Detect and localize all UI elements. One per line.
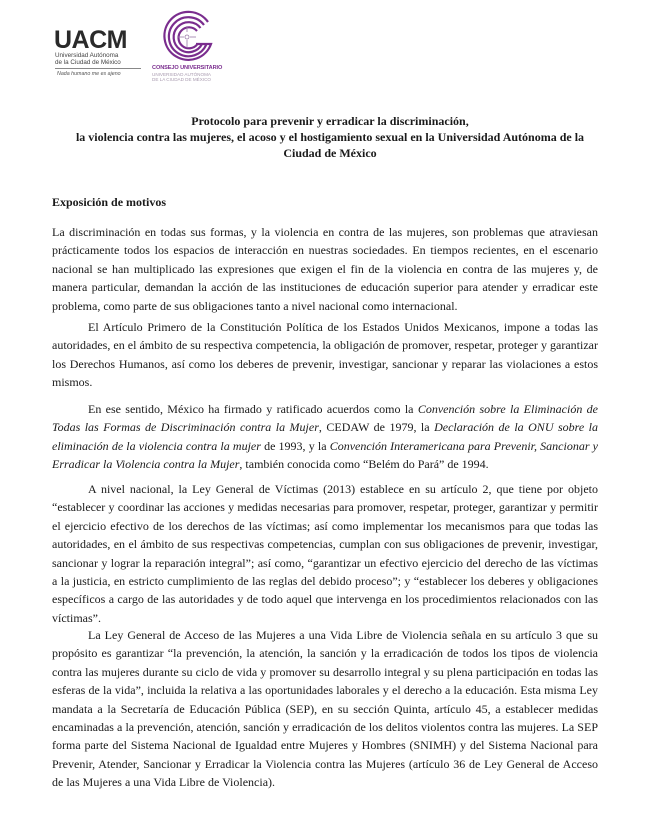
consejo-emblem-icon: [156, 10, 218, 66]
header-logos: [52, 8, 252, 88]
cedaw-title: Convención sobre la Eliminación de Todas las Formas de Discriminación contra la Mujer: [52, 402, 598, 435]
paragraph-2: El Artículo Primero de la Constitución Política de los Estados Unidos Mexicanos, impone a todas las autoridades, en el ámbito de su respectiva competencia, la obligación de promover, respetar, proteger y garantizar los Derechos Humanos, así como los deberes de prevenir, investigar, sancionar y reparar las violaciones a estos mismos.: [52, 320, 598, 390]
uacm-logo: [52, 28, 147, 77]
uacm-divider: [55, 68, 141, 69]
paragraph-3: [52, 400, 598, 474]
paragraph-5: La Ley General de Acceso de las Mujeres a una Vida Libre de Violencia señala en su artículo 3 que su propósito es garantizar “la prevención, la atención, la sanción y la erradicación de todos los tipos de violencia contra las mujeres durante su ciclo de vida y promover su desarrollo integral y su plena participación en todas las esferas de la vida”, incluida la relativa a las oportunidades laborales y el derecho a la educación. Esta misma Ley mandata a la Secretaría de Educación Pública (SEP), en su sección Quinta, artículo 45, a establecer medidas encaminadas a la prevención, atención, sanción y erradicación de los delitos violentos contra las mujeres. La SEP forma parte del Sistema Nacional de Igualdad entre Mujeres y Hombres (SNIMH) y del Sistema Nacional para Prevenir, Atender, Sancionar y Erradicar la Violencia contra las Mujeres (artículo 36 de Ley General de Acceso de las Mujeres a una Vida Libre de Violencia).: [52, 628, 598, 790]
consejo-universitario-logo: [152, 8, 224, 88]
document-title: [40, 113, 620, 161]
document-title-line3: Ciudad de México: [283, 146, 377, 160]
paragraph-3-text: , también conocida como “Belém do Pará” de 1994.: [239, 457, 489, 472]
uacm-name-line2: de la Ciudad de México: [55, 59, 121, 66]
paragraph-1: La discriminación en todas sus formas, y la violencia en contra de las mujeres, son problemas que atraviesan prácticamente todos los espacios de interacción en nuestras sociedades. En tiempos recientes, en el escenario nacional se han multiplicado las expresiones que exigen el fin de la violencia en contra de las mujeres y, de manera particular, demandan la acción de las instituciones de educación superior para atender y erradicar este problema, como parte de sus obligaciones tanto a nivel nacional como internacional.: [52, 225, 598, 313]
document-title-line1: Protocolo para prevenir y erradicar la discriminación,: [191, 114, 469, 128]
paragraph-3-text: de 1993, y la: [260, 438, 330, 453]
uacm-name-line1: Universidad Autónoma: [55, 52, 119, 59]
paragraph-4: A nivel nacional, la Ley General de Víctimas (2013) establece en su artículo 2, que tiene por objeto “establecer y coordinar las acciones y medidas necesarias para promover, respetar, proteger, garantizar y permitir el ejercicio efectivo de los derechos de las víctimas; así como implementar los mecanismos para que todas las autoridades, en el ámbito de sus respectivas competencias, cumplan con sus obligaciones de prevenir, investigar, sancionar y lograr la reparación integral”; así como, “garantizar un efectivo ejercicio del derecho de las víctimas a la justicia, en estricto cumplimiento de las reglas del debido proceso”; y “establecer los deberes y obligaciones específicos a cargo de las autoridades y de todo aquel que intervenga en los procedimientos relacionados con las víctimas”.: [52, 482, 598, 625]
consejo-sub-line1: UNIVERSIDAD AUTÓNOMA: [152, 72, 211, 77]
uacm-wordmark: UACM: [54, 26, 127, 54]
document-title-line2: la violencia contra las mujeres, el acoso y el hostigamiento sexual en la Universidad Autónoma de la: [75, 130, 585, 144]
onu-declaration-title: Declaración de la ONU sobre la eliminación de la violencia contra la mujer: [52, 420, 598, 453]
section-heading: Exposición de motivos: [52, 195, 167, 209]
belem-convention-title: Convención Interamericana para Prevenir, Sancionar y Erradicar la Violencia contra la Mujer: [52, 438, 598, 472]
consejo-sub-line2: DE LA CIUDAD DE MÉXICO: [152, 77, 211, 82]
consejo-title: CONSEJO UNIVERSITARIO: [152, 65, 223, 71]
paragraph-3-text: , CEDAW de 1979, la: [318, 420, 435, 435]
uacm-motto: Nada humano me es ajeno: [57, 71, 121, 77]
consejo-sub: [152, 72, 211, 82]
paragraph-3-text: En ese sentido, México ha firmado y ratificado acuerdos como la: [88, 402, 418, 416]
